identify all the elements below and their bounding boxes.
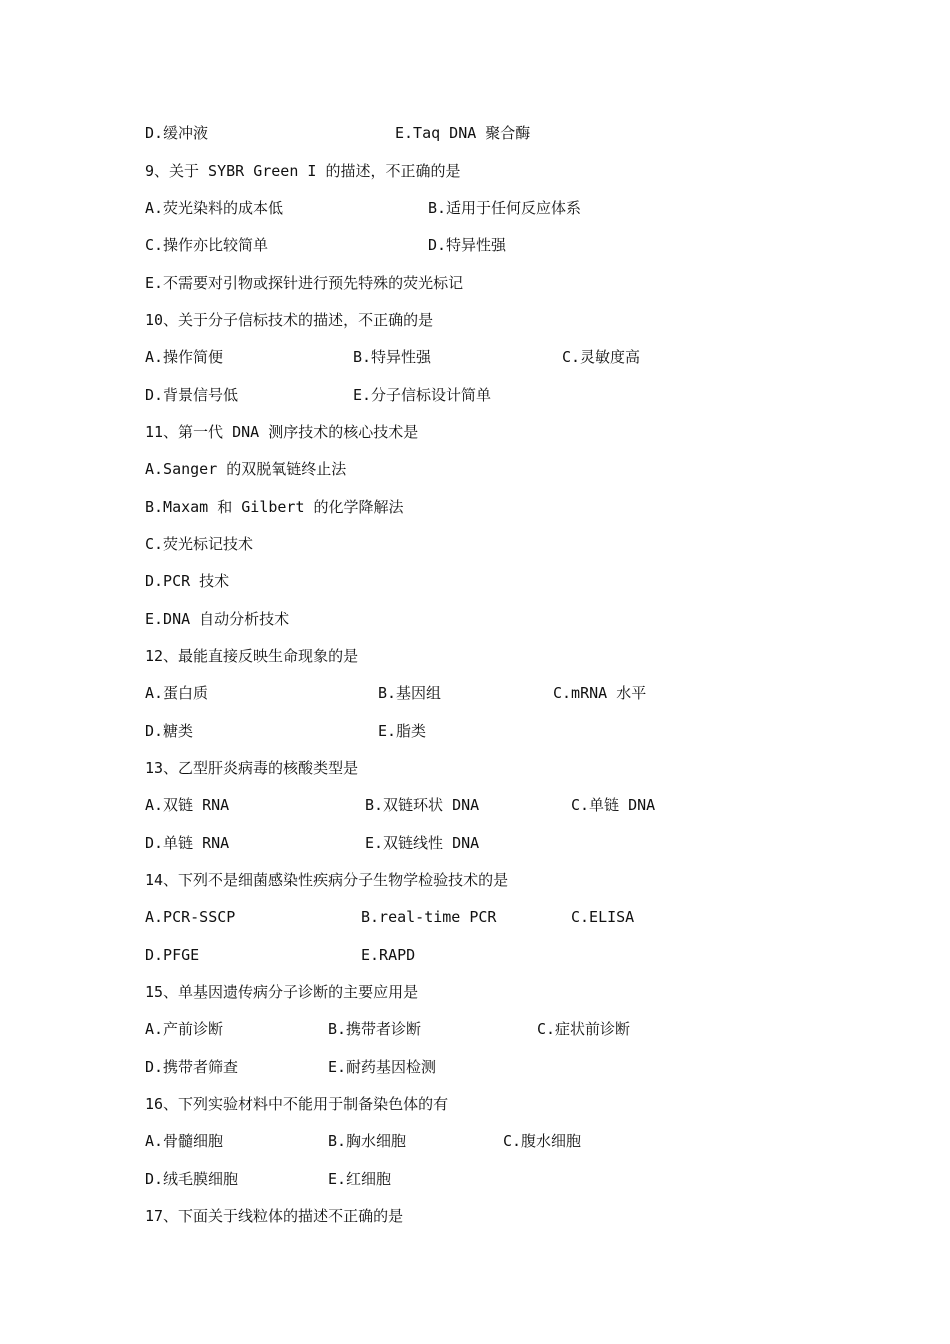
answer-option: D.缓冲液 (145, 124, 209, 142)
answer-option: E.DNA 自动分析技术 (145, 610, 290, 628)
answer-option: A.骨髓细胞 (145, 1132, 224, 1150)
answer-option: D.携带者筛查 (145, 1058, 239, 1076)
answer-option: B.携带者诊断 (328, 1020, 422, 1038)
question-stem: 17、下面关于线粒体的描述不正确的是 (145, 1207, 404, 1225)
answer-option: D.PCR 技术 (145, 572, 230, 590)
answer-option: C.荧光标记技术 (145, 535, 254, 553)
answer-option: D.特异性强 (428, 236, 507, 254)
answer-option: A.双链 RNA (145, 796, 230, 814)
question-stem: 14、下列不是细菌感染性疾病分子生物学检验技术的是 (145, 871, 509, 889)
answer-option: B.适用于任何反应体系 (428, 199, 582, 217)
answer-option: D.绒毛膜细胞 (145, 1170, 239, 1188)
answer-option: A.产前诊断 (145, 1020, 224, 1038)
answer-option: E.脂类 (378, 722, 427, 740)
answer-option: B.real-time PCR (361, 908, 497, 926)
answer-option: A.蛋白质 (145, 684, 209, 702)
answer-option: A.PCR-SSCP (145, 908, 236, 926)
question-stem: 9、关于 SYBR Green I 的描述，不正确的是 (145, 162, 461, 180)
answer-option: B.基因组 (378, 684, 442, 702)
answer-option: B.Maxam 和 Gilbert 的化学降解法 (145, 498, 404, 516)
answer-option: C.操作亦比较简单 (145, 236, 269, 254)
answer-option: D.背景信号低 (145, 386, 239, 404)
question-stem: 12、最能直接反映生命现象的是 (145, 647, 359, 665)
answer-option: A.荧光染料的成本低 (145, 199, 284, 217)
answer-option: E.RAPD (361, 946, 416, 964)
question-stem: 15、单基因遗传病分子诊断的主要应用是 (145, 983, 419, 1001)
answer-option: C.ELISA (571, 908, 635, 926)
question-stem: 10、关于分子信标技术的描述，不正确的是 (145, 311, 434, 329)
question-stem: 16、下列实验材料中不能用于制备染色体的有 (145, 1095, 449, 1113)
answer-option: C.症状前诊断 (537, 1020, 631, 1038)
answer-option: E.耐药基因检测 (328, 1058, 437, 1076)
answer-option: E.Taq DNA 聚合酶 (395, 124, 531, 142)
answer-option: E.双链线性 DNA (365, 834, 480, 852)
answer-option: D.PFGE (145, 946, 200, 964)
answer-option: A.操作简便 (145, 348, 224, 366)
answer-option: E.不需要对引物或探针进行预先特殊的荧光标记 (145, 274, 464, 292)
answer-option: E.红细胞 (328, 1170, 392, 1188)
answer-option: C.单链 DNA (571, 796, 656, 814)
answer-option: D.糖类 (145, 722, 194, 740)
answer-option: C.mRNA 水平 (553, 684, 647, 702)
question-stem: 11、第一代 DNA 测序技术的核心技术是 (145, 423, 419, 441)
answer-option: C.灵敏度高 (562, 348, 641, 366)
answer-option: B.胸水细胞 (328, 1132, 407, 1150)
question-stem: 13、乙型肝炎病毒的核酸类型是 (145, 759, 359, 777)
answer-option: A.Sanger 的双脱氧链终止法 (145, 460, 347, 478)
answer-option: B.特异性强 (353, 348, 432, 366)
answer-option: D.单链 RNA (145, 834, 230, 852)
answer-option: C.腹水细胞 (503, 1132, 582, 1150)
answer-option: E.分子信标设计简单 (353, 386, 492, 404)
answer-option: B.双链环状 DNA (365, 796, 480, 814)
